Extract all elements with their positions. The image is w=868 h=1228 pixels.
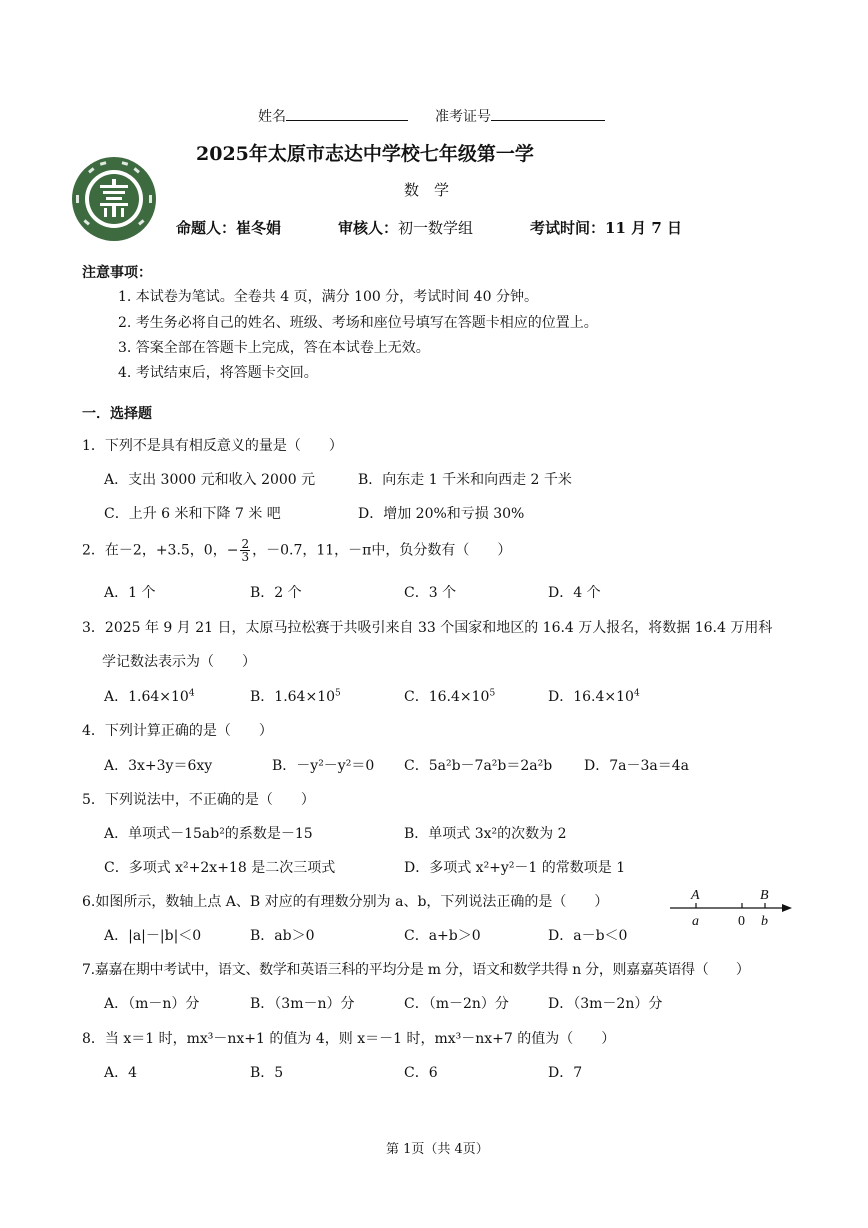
question-5-option-a: A．单项式－15ab²的系数是－15 [104, 826, 313, 842]
reviewer-label: 审核人： [338, 219, 399, 237]
exponent: 4 [633, 688, 640, 699]
question-2-option-b: B．2 个 [250, 585, 302, 601]
question-8-option-c: C．6 [404, 1065, 438, 1081]
question-1-option-b: B．向东走 1 千米和向西走 2 千米 [358, 472, 572, 488]
question-2-stem [82, 538, 511, 563]
exam-meta [176, 217, 281, 238]
time-label: 考试时间： [530, 219, 606, 237]
exponent: 5 [489, 688, 496, 699]
question-3-option-c [404, 686, 495, 706]
option-text: D．16.4×10 [548, 689, 634, 705]
question-5-option-b: B．单项式 3x²的次数为 2 [404, 826, 567, 842]
question-8-option-d: D．7 [548, 1065, 583, 1081]
question-1-option-d: D．增加 20%和亏损 30% [358, 506, 525, 522]
time-block [530, 217, 682, 238]
reviewer-name: 初一数学组 [398, 219, 474, 237]
subject-title: 数 学 [404, 181, 450, 199]
question-3-option-a [104, 686, 195, 706]
notice-item: 1. 本试卷为笔试。全卷共 4 页，满分 100 分，考试时间 40 分钟。 [118, 289, 538, 305]
exam-id-label: 准考证号 [435, 109, 491, 125]
name-label: 姓名 [258, 109, 286, 125]
exam-title: 2025年太原市志达中学校七年级第一学 [196, 143, 534, 165]
question-4-option-b: B．－y²－y²＝0 [272, 758, 375, 774]
question-4-option-c: C．5a²b－7a²b＝2a²b [404, 758, 553, 774]
author-label: 命题人： [176, 219, 237, 237]
question-5-stem: 5．下列说法中，不正确的是（ ） [82, 792, 315, 808]
question-8-option-a: A．4 [104, 1065, 138, 1081]
question-3-stem-line-1: 3．2025 年 9 月 21 日，太原马拉松赛于共吸引来自 33 个国家和地区的 16.4 万人报名，将数据 16.4 万用科 [82, 620, 773, 636]
question-7-option-d: D．（3m－2n）分 [548, 996, 663, 1012]
question-6-option-c: C．a+b＞0 [404, 928, 481, 944]
number-line-figure [668, 884, 792, 930]
fraction-two-thirds [240, 538, 250, 563]
question-1-option-c: C．上升 6 米和下降 7 米 吧 [104, 506, 281, 522]
page-number: 第 1页（共 4页） [386, 1142, 489, 1157]
question-5-option-d: D．多项式 x²+y²－1 的常数项是 1 [404, 860, 626, 876]
exponent: 5 [335, 688, 341, 699]
point-b-label: B [760, 888, 769, 903]
question-8-option-b: B．5 [250, 1065, 284, 1081]
value-a-label: a [692, 914, 699, 929]
question-7-option-b: B．（3m－n）分 [250, 996, 355, 1012]
fraction-denominator: 3 [241, 550, 250, 564]
zero-label: 0 [738, 914, 745, 929]
question-2-option-c: C．3 个 [404, 585, 457, 601]
number-line-arrow [782, 904, 792, 912]
question-4-option-a: A．3x+3y＝6xy [104, 758, 213, 774]
fraction-numerator: 2 [241, 537, 250, 551]
name-blank [286, 104, 408, 121]
question-6-option-a: A．|a|－|b|＜0 [104, 928, 202, 944]
notice-item: 4. 考试结束后，将答题卡交回。 [118, 365, 318, 381]
exam-id-blank [491, 104, 605, 121]
question-3-option-d [548, 686, 640, 706]
question-2-stem-post: ，－0.7，11，－π中，负分数有（ ） [252, 542, 512, 559]
question-2-option-a: A．1 个 [104, 585, 156, 601]
question-6-stem: 6.如图所示，数轴上点 A、B 对应的有理数分别为 a、b，下列说法正确的是（ ） [82, 894, 609, 910]
option-text: C．16.4×10 [404, 689, 490, 705]
exam-id-field [435, 104, 605, 126]
question-2-option-d: D．4 个 [548, 585, 601, 601]
section-title: 一．选择题 [82, 406, 152, 422]
option-text: A．1.64×10 [104, 689, 189, 705]
question-6-option-b: B．ab＞0 [250, 928, 315, 944]
notice-heading: 注意事项： [82, 265, 152, 281]
question-4-option-d: D．7a－3a＝4a [584, 758, 689, 774]
option-text: B．1.64×10 [250, 689, 336, 705]
exam-date: 11 月 7 日 [605, 219, 682, 237]
point-a-label: A [691, 888, 700, 903]
question-7-option-a: A．（m－n）分 [104, 996, 200, 1012]
value-b-label: b [761, 914, 768, 929]
notice-item: 3. 答案全部在答题卡上完成，答在本试卷上无效。 [118, 340, 430, 356]
question-3-stem-line-2: 学记数法表示为（ ） [102, 654, 256, 670]
question-7-stem: 7.嘉嘉在期中考试中，语文、数学和英语三科的平均分是 m 分，语文和数学共得 n 分，则嘉嘉英语得（ ） [82, 962, 750, 978]
author-name: 崔冬娟 [236, 219, 282, 237]
exponent: 4 [188, 688, 195, 699]
question-1-option-a: A．支出 3000 元和收入 2000 元 [104, 472, 316, 488]
question-4-stem: 4．下列计算正确的是（ ） [82, 723, 273, 739]
question-7-option-c: C．（m－2n）分 [404, 996, 509, 1012]
question-1-stem: 1．下列不是具有相反意义的量是（ ） [82, 438, 343, 454]
question-8-stem: 8．当 x＝1 时，mx³－nx+1 的值为 4，则 x＝－1 时，mx³－nx+7 的值为（ ） [82, 1031, 616, 1047]
question-3-option-b [250, 686, 341, 706]
school-seal-logo [70, 155, 158, 243]
reviewer-block [338, 217, 473, 238]
question-5-option-c: C．多项式 x²+2x+18 是二次三项式 [104, 860, 336, 876]
question-6-option-d: D．a－b＜0 [548, 928, 628, 944]
name-field [258, 104, 408, 126]
question-2-stem-pre: 2．在－2，+3.5，0，− [82, 542, 239, 559]
notice-item: 2. 考生务必将自己的姓名、班级、考场和座位号填写在答题卡相应的位置上。 [118, 315, 598, 331]
